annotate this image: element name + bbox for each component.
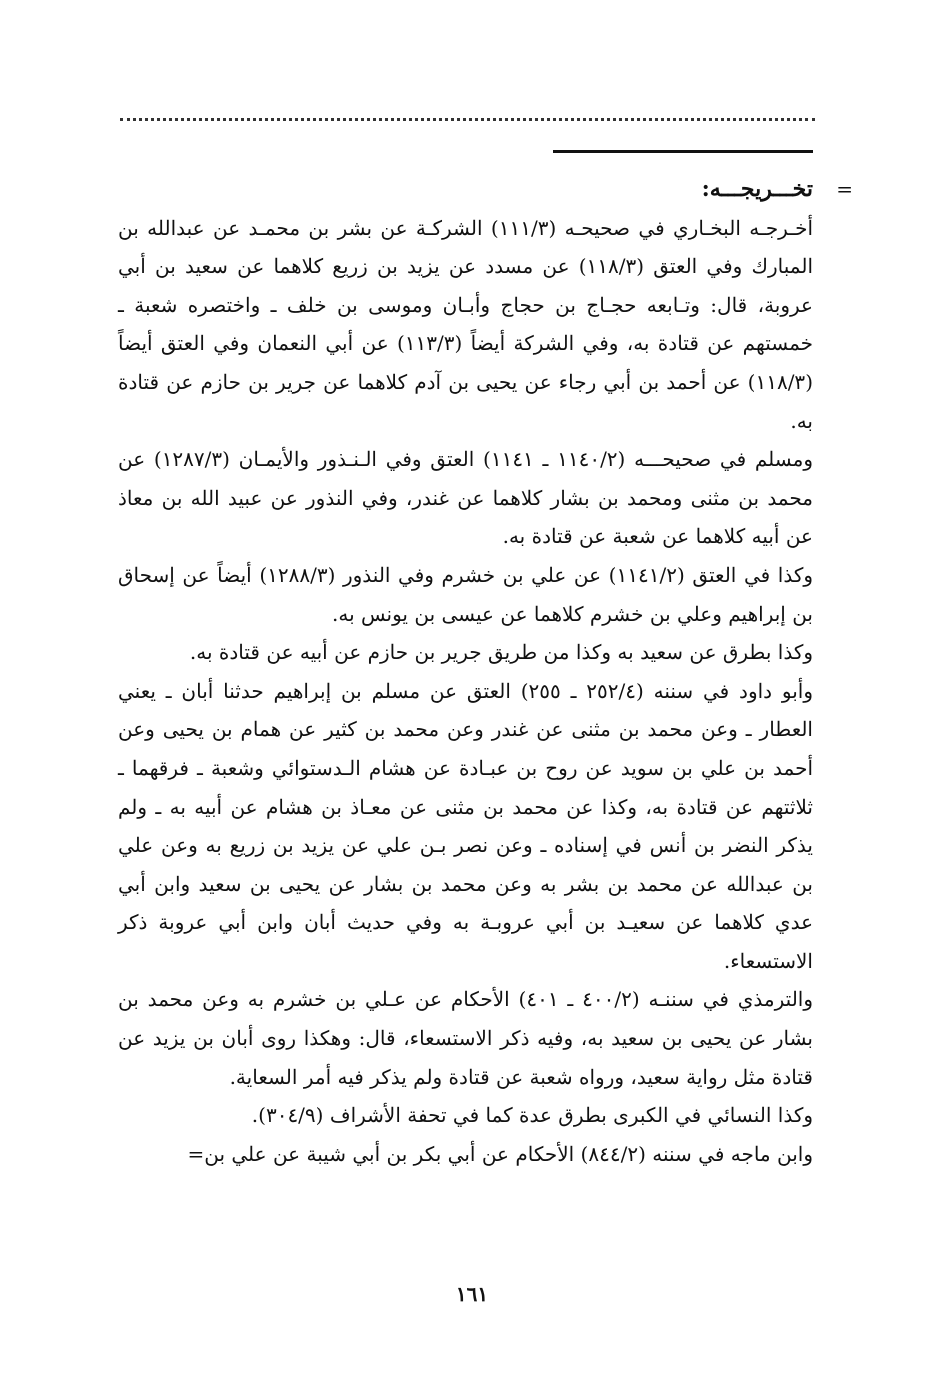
paragraph-muslim: ومسلم في صحيحـــه (١١٤٠/٢ ـ ١١٤١) العتق وفي الـنـذور والأيمـان (١٢٨٧/٣) عن محمد بن مثنى ومحمد بن بشار كلاهما عن غندر، وفي النذور عن عبيد الله بن معاذ عن أبيه كلاهما عن شعبة عن قتادة به.	[118, 447, 814, 549]
paragraph-muslim-itq: وكذا في العتق (١١٤١/٢) عن علي بن خشرم وفي النذور (١٢٨٨/٣) أيضاً عن إسحاق بن إبراهيم وعلي بن خشرم كلاهما عن عيسى بن يونس به.	[118, 562, 813, 626]
continuation-mark: =	[836, 177, 853, 201]
paragraph-nasai: وكذا النسائي في الكبرى بطرق عدة كما في تحفة الأشراف (٣٠٤/٩).	[251, 1103, 813, 1128]
paragraph-other-routes: وكذا بطرق عن سعيد به وكذا من طريق جرير بن حازم عن أبيه عن قتادة به.	[189, 640, 813, 665]
takhrij-heading: تخـــريجـــه:	[701, 176, 813, 202]
footnote-rule	[553, 150, 813, 153]
heading-line	[118, 170, 853, 209]
page-number: ١٦١	[455, 1282, 489, 1306]
paragraph-abu-dawud: وأبو داود في سننه (٢٥٢/٤ ـ ٢٥٥) العتق عن مسلم بن إبراهيم حدثنا أبان ـ يعني العطار ـ وعن محمد بن مثنى عن غندر وعن محمد بن كثير عن همام بن يحيى وعن أحمد بن علي بن سويد عن روح بن عبـادة عن هشام الـدستوائي وشعبة ـ فرقهما ـ ثلاثتهم عن قتادة به، وكذا عن محمد بن مثنى عن معـاذ بن هشام عن أبيه به ـ ولم يذكر النضر بن أنس في إسناده ـ وعن نصر بـن علي عن يزيد بن زريع به وعن علي بن عبدالله عن محمد بن بشر به وعن محمد بن بشار عن يحيى بن سعيد وابن أبي عدي كلاهما عن سعيـد بن أبي عروبـة به وفي حديث أبان وابن أبي عروبة ذكر الاستسعاء.	[118, 678, 814, 973]
paragraph-bukhari: أخـرجـه البخـاري في صحيحـه (١١١/٣) الشركـة عن بشر بن محمـد عن عبدالله بن المبارك وفي العتق (١١٨/٣) عن مسدد عن يزيد بن زريع كلاهما عن سعيد بن أبي عروبة، قال: وتـابعه حجـاج بن حجاج وأبـان وموسى بن خلف ـ واختصره شعبة ـ خمستهم عن قتادة به، وفي الشركة أيضاً (١١٣/٣) عن أبي النعمان وفي العتق أيضاً (١١٨/٣) عن أحمد بن أبي رجاء عن يحيى بن آدم كلاهما عن جرير بن حازم عن قتادة به.	[118, 215, 813, 433]
footnote-text	[118, 170, 853, 1173]
paragraph-tirmidhi: والترمذي في سننـه (٤٠٠/٢ ـ ٤٠١) الأحكام عن عـلي بن خشرم به وعن محمد بن بشار عن يحيى بن سعيد به، وفيه ذكر الاستسعاء، قال: وهكذا روى أبان بن يزيد عن قتادة مثل رواية سعيد، ورواه شعبة عن قتادة ولم يذكر فيه أمر السعاية.	[118, 987, 814, 1089]
paragraph-ibn-majah: وابن ماجه في سننه (٨٤٤/٢) الأحكام عن أبي بكر بن أبي شيبة عن علي بن=	[187, 1141, 813, 1166]
dotted-separator	[120, 118, 815, 121]
